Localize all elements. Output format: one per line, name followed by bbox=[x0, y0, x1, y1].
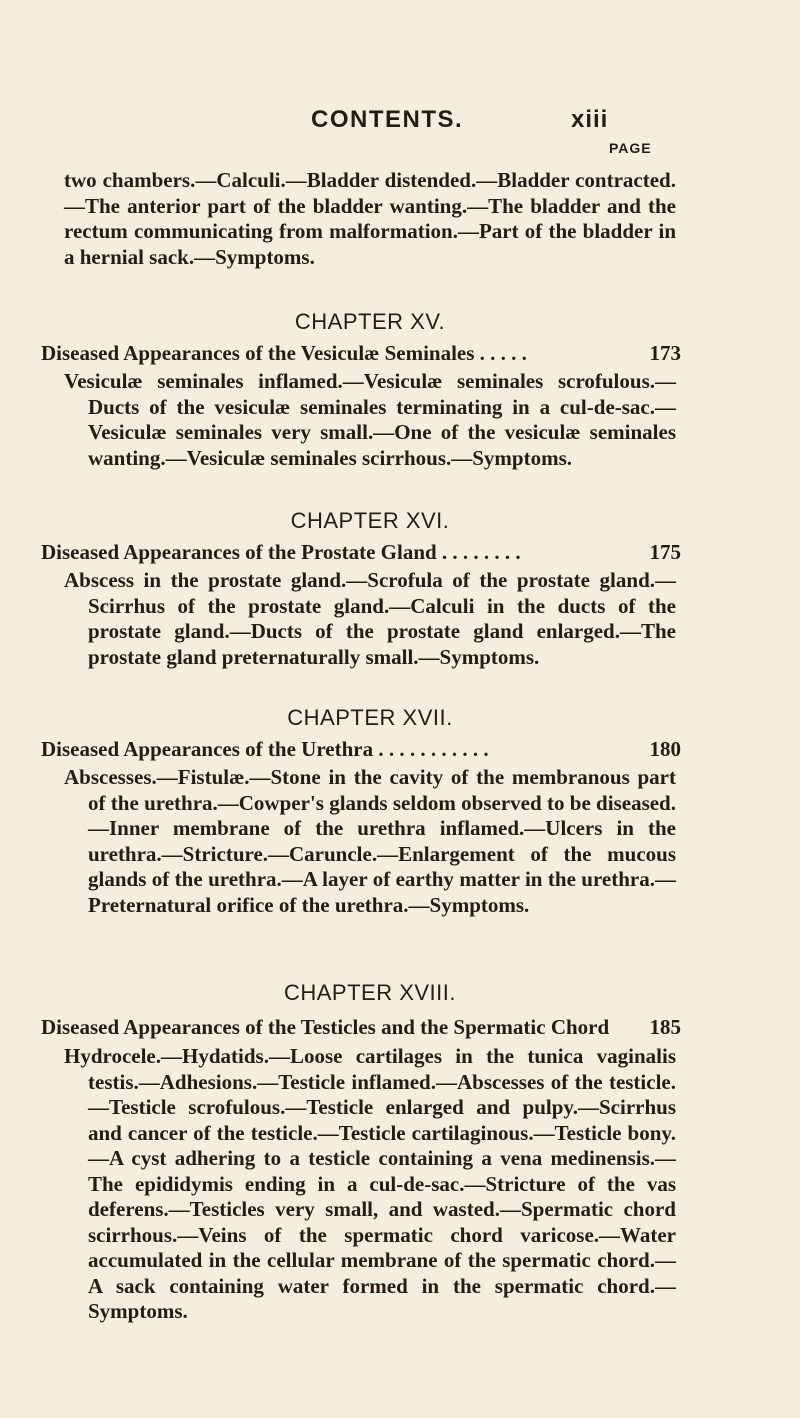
toc-entry-page: 175 bbox=[649, 540, 681, 564]
toc-entry bbox=[41, 339, 681, 367]
toc-entry bbox=[41, 735, 681, 763]
toc-entry bbox=[41, 538, 681, 566]
chapter-summary: Abscess in the prostate gland.—Scrofula of the prostate gland.—Scirrhus of the prostate gland.—Calculi in the ducts of the prostate gland.—Ducts of the prostate gland enlarged.—The prostate gland preternaturally small.—Symptoms. bbox=[64, 568, 676, 669]
toc-entry-page: 180 bbox=[649, 737, 681, 761]
toc-entry-title: Diseased Appearances of the Vesiculæ Seminales . . . . . bbox=[41, 341, 527, 365]
chapter-summary: Abscesses.—Fistulæ.—Stone in the cavity of the membranous part of the urethra.—Cowper's glands seldom observed to be diseased.—Inner membrane of the urethra inflamed.—Ulcers in the urethra.—Stricture.—Caruncle.—Enlargement of the mucous glands of the urethra.—A layer of earthy matter in the urethra.—Preternatural orifice of the urethra.—Symptoms. bbox=[64, 765, 676, 917]
chapter-heading: CHAPTER XV. bbox=[294, 309, 446, 334]
page-column-label: PAGE bbox=[609, 140, 652, 156]
running-title: CONTENTS. bbox=[311, 106, 464, 133]
chapter-heading: CHAPTER XVIII. bbox=[283, 980, 457, 1005]
toc-entry bbox=[41, 1013, 681, 1041]
running-head bbox=[0, 106, 800, 136]
chapter-heading: CHAPTER XVI. bbox=[290, 508, 450, 533]
chapter-heading: CHAPTER XVII. bbox=[287, 705, 453, 730]
intro-paragraph: two chambers.—Calculi.—Bladder distended.—Bladder contracted.—The anterior part of the bladder wanting.—The bladder and the rectum communicating from malformation.—Part of the bladder in a hernial sack.—Symptoms. bbox=[64, 168, 676, 269]
chapter-summary: Hydrocele.—Hydatids.—Loose cartilages in the tunica vaginalis testis.—Adhesions.—Testicle inflamed.—Abscesses of the testicle.—Testicle scrofulous.—Testicle enlarged and pulpy.—Scirrhus and cancer of the testicle.—Testicle cartilaginous.—Testicle bony.—A cyst adhering to a testicle containing a vena medinensis.—The epididymis ending in a cul-de-sac.—Stricture of the vas deferens.—Testicles very small, and wasted.—Spermatic chord scirrhous.—Veins of the spermatic chord varicose.—Water accumulated in the cellular membrane of the spermatic chord.—A sack containing water formed in the spermatic chord.—Symptoms. bbox=[64, 1044, 676, 1323]
page-number: xiii bbox=[571, 106, 609, 133]
toc-entry-title: Diseased Appearances of the Prostate Gland . . . . . . . . bbox=[41, 540, 521, 564]
toc-entry-page: 173 bbox=[649, 341, 681, 365]
toc-entry-page: 185 bbox=[649, 1015, 681, 1039]
chapter-summary: Vesiculæ seminales inflamed.—Vesiculæ seminales scrofulous.—Ducts of the vesiculæ seminales terminating in a cul-de-sac.—Vesiculæ seminales very small.—One of the vesiculæ seminales wanting.—Vesiculæ seminales scirrhous.—Symptoms. bbox=[64, 369, 676, 470]
toc-entry-title: Diseased Appearances of the Testicles and the Spermatic Chord bbox=[41, 1015, 610, 1039]
toc-entry-title: Diseased Appearances of the Urethra . . . . . . . . . . . bbox=[41, 737, 489, 761]
